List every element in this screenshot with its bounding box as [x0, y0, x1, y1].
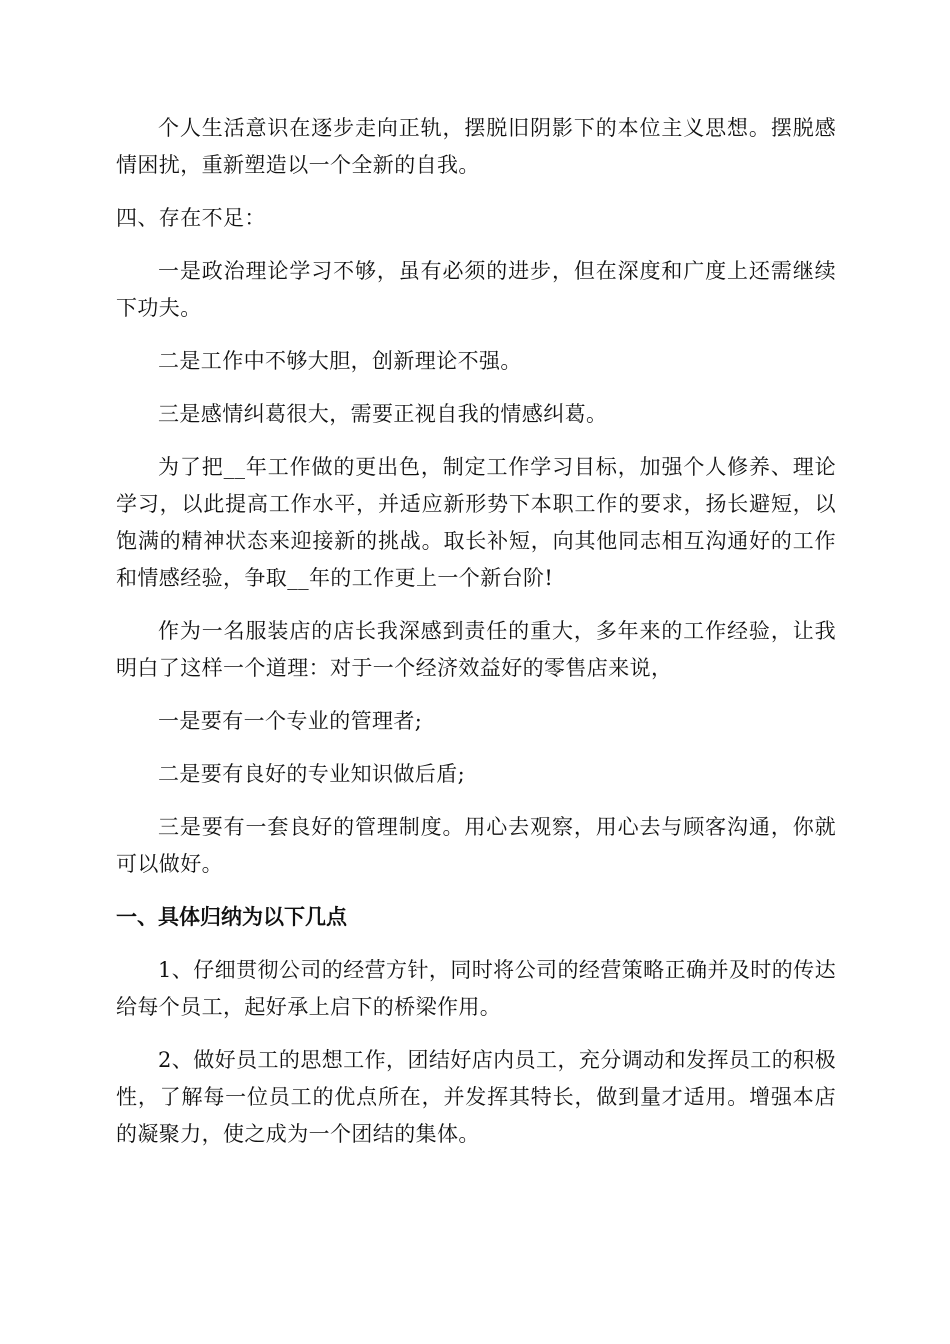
- paragraph: 1、仔细贯彻公司的经营方针，同时将公司的经营策略正确并及时的传达给每个员工，起好承上启下的桥梁作用。: [116, 958, 836, 1019]
- paragraph: 一是要有一个专业的管理者;: [158, 709, 423, 733]
- paragraph: 2、做好员工的思想工作，团结好店内员工，充分调动和发挥员工的积极性，了解每一位员工的优点所在，并发挥其特长，做到量才适用。增强本店的凝聚力，使之成为一个团结的集体。: [116, 1048, 836, 1146]
- paragraph: 三是感情纠葛很大，需要正视自我的情感纠葛。: [158, 402, 608, 426]
- paragraph: 二是要有良好的专业知识做后盾;: [158, 762, 466, 786]
- paragraph: 三是要有一套良好的管理制度。用心去观察，用心去与顾客沟通，你就可以做好。: [116, 815, 836, 876]
- section-title-shortcomings: 四、存在不足：: [116, 206, 266, 230]
- paragraph: 二是工作中不够大胆，创新理论不强。: [158, 349, 522, 373]
- paragraph: 个人生活意识在逐步走向正轨，摆脱旧阴影下的本位主义思想。摆脱感情困扰，重新塑造以一个全新的自我。: [116, 116, 836, 177]
- paragraph: 一是政治理论学习不够，虽有必须的进步，但在深度和广度上还需继续下功夫。: [116, 259, 836, 320]
- section-heading: 一、具体归纳为以下几点: [116, 905, 347, 929]
- paragraph: 为了把__年工作做的更出色，制定工作学习目标，加强个人修养、理论学习，以此提高工作水平，并适应新形势下本职工作的要求，扬长避短，以饱满的精神状态来迎接新的挑战。取长补短，向其他同志相互沟通好的工作和情感经验，争取__年的工作更上一个新台阶!: [116, 455, 836, 590]
- document-page: [116, 110, 836, 1169]
- paragraph: 作为一名服装店的店长我深感到责任的重大，多年来的工作经验，让我明白了这样一个道理：对于一个经济效益好的零售店来说，: [116, 619, 836, 680]
